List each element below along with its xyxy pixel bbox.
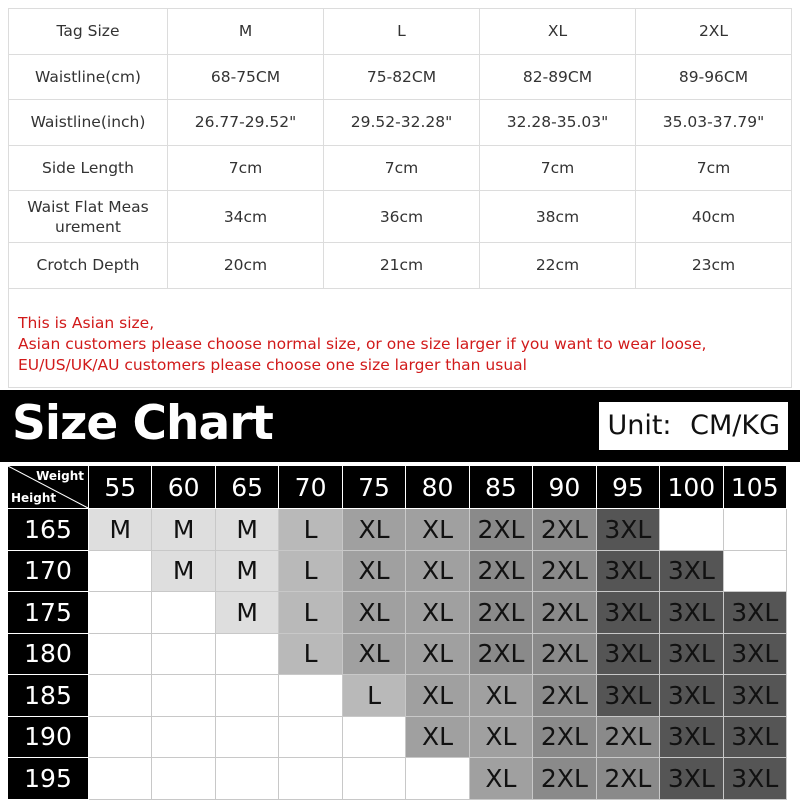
size-cell: 2XL	[469, 509, 532, 551]
size-cell	[279, 758, 342, 800]
size-cell	[152, 675, 215, 717]
measurement-row	[9, 54, 792, 100]
size-cell: M	[215, 509, 278, 551]
height-header-cell: 185	[8, 675, 89, 717]
size-cell: M	[152, 509, 215, 551]
weight-header-cell: 60	[152, 466, 215, 509]
measurement-value-cell: 7cm	[636, 145, 792, 191]
size-cell: 3XL	[723, 592, 786, 634]
size-cell: L	[279, 592, 342, 634]
size-cell: 3XL	[596, 592, 659, 634]
size-cell: M	[89, 509, 152, 551]
size-cell: XL	[406, 675, 469, 717]
size-cell: XL	[469, 716, 532, 758]
measurement-value-cell: 82-89CM	[480, 54, 636, 100]
height-row	[8, 758, 787, 800]
size-cell: 2XL	[533, 675, 596, 717]
size-cell: L	[342, 675, 405, 717]
height-header-cell: 180	[8, 633, 89, 675]
measurement-value-cell: 75-82CM	[324, 54, 480, 100]
size-cell	[215, 675, 278, 717]
measurement-label-cell: Waistline(cm)	[9, 54, 168, 100]
measurement-value-cell: 32.28-35.03"	[480, 100, 636, 146]
size-cell: 3XL	[596, 509, 659, 551]
measurement-value-cell: 36cm	[324, 191, 480, 243]
height-row	[8, 716, 787, 758]
height-row	[8, 675, 787, 717]
size-cell: XL	[342, 550, 405, 592]
height-header-cell: 165	[8, 509, 89, 551]
size-cell: M	[152, 550, 215, 592]
size-cell: 3XL	[596, 633, 659, 675]
size-cell	[723, 550, 786, 592]
weight-header-cell: 95	[596, 466, 659, 509]
unit-label: Unit:	[607, 410, 672, 441]
weight-header-cell: 100	[660, 466, 723, 509]
weight-header-cell: 55	[89, 466, 152, 509]
size-cell	[215, 633, 278, 675]
size-cell: M	[215, 592, 278, 634]
measurement-value-cell: 2XL	[636, 9, 792, 55]
height-header-cell: 195	[8, 758, 89, 800]
height-header-cell: 190	[8, 716, 89, 758]
size-cell	[342, 758, 405, 800]
size-cell: 3XL	[723, 716, 786, 758]
weight-header-cell: 70	[279, 466, 342, 509]
size-cell: L	[279, 550, 342, 592]
size-cell: XL	[406, 509, 469, 551]
size-cell: 3XL	[723, 675, 786, 717]
measurement-label-cell: Tag Size	[9, 9, 168, 55]
size-cell: XL	[406, 716, 469, 758]
measurement-label-cell: Waist Flat Meas urement	[9, 191, 168, 243]
size-cell: 3XL	[596, 550, 659, 592]
note-line: Asian customers please choose normal size, or one size larger if you want to wear loose,	[18, 335, 707, 353]
weight-header-cell: 105	[723, 466, 786, 509]
measurement-value-cell: 34cm	[168, 191, 324, 243]
size-cell	[152, 592, 215, 634]
size-cell: L	[279, 509, 342, 551]
measurement-value-cell: 35.03-37.79"	[636, 100, 792, 146]
measurement-value-cell: 7cm	[168, 145, 324, 191]
measurement-value-cell: 68-75CM	[168, 54, 324, 100]
size-cell: XL	[406, 633, 469, 675]
size-cell	[89, 716, 152, 758]
measurement-value-cell: 22cm	[480, 243, 636, 289]
measurement-row	[9, 243, 792, 289]
size-cell	[279, 716, 342, 758]
measurement-value-cell: 7cm	[480, 145, 636, 191]
size-cell: XL	[342, 633, 405, 675]
measurement-row	[9, 100, 792, 146]
size-cell: 2XL	[533, 758, 596, 800]
size-cell	[89, 633, 152, 675]
size-cell	[215, 758, 278, 800]
height-row	[8, 550, 787, 592]
banner-title: Size Chart	[12, 396, 273, 451]
measurement-row	[9, 191, 792, 243]
size-cell	[342, 716, 405, 758]
measurement-value-cell: 26.77-29.52"	[168, 100, 324, 146]
weight-height-size-grid	[7, 465, 787, 800]
size-chart-banner	[0, 390, 800, 462]
note-line: EU/US/UK/AU customers please choose one size larger than usual	[18, 356, 527, 374]
measurement-value-cell: 23cm	[636, 243, 792, 289]
weight-header-cell: 65	[215, 466, 278, 509]
measurement-label-cell: Side Length	[9, 145, 168, 191]
size-cell: 2XL	[533, 716, 596, 758]
measurement-label-cell: Waistline(inch)	[9, 100, 168, 146]
size-cell: 2XL	[533, 509, 596, 551]
size-cell	[152, 633, 215, 675]
measurement-value-cell: 7cm	[324, 145, 480, 191]
measurement-value-cell: M	[168, 9, 324, 55]
height-header-cell: 175	[8, 592, 89, 634]
size-cell: XL	[406, 592, 469, 634]
measurement-value-cell: 20cm	[168, 243, 324, 289]
measurement-header-row	[9, 9, 792, 55]
measurement-value-cell: 29.52-32.28"	[324, 100, 480, 146]
height-row	[8, 509, 787, 551]
measurement-value-cell: XL	[480, 9, 636, 55]
size-cell	[152, 758, 215, 800]
weight-header-cell: 80	[406, 466, 469, 509]
size-cell	[89, 592, 152, 634]
size-cell: 2XL	[533, 633, 596, 675]
size-cell: XL	[469, 758, 532, 800]
size-cell: 3XL	[660, 716, 723, 758]
size-cell: 2XL	[596, 716, 659, 758]
size-notes	[18, 313, 706, 376]
measurement-value-cell: 38cm	[480, 191, 636, 243]
size-cell: 3XL	[723, 758, 786, 800]
note-line: This is Asian size,	[18, 314, 155, 332]
size-cell: XL	[342, 592, 405, 634]
height-header-cell: 170	[8, 550, 89, 592]
size-cell	[215, 716, 278, 758]
unit-value: CM/KG	[690, 410, 780, 441]
weight-header-cell: 75	[342, 466, 405, 509]
weight-header-cell: 90	[533, 466, 596, 509]
weight-axis-label: Weight	[36, 469, 84, 483]
size-cell: 3XL	[660, 550, 723, 592]
size-cell	[723, 509, 786, 551]
measurement-value-cell: 40cm	[636, 191, 792, 243]
size-cell: XL	[342, 509, 405, 551]
grid-corner-cell	[8, 466, 89, 509]
size-cell: 2XL	[469, 550, 532, 592]
weight-header-cell: 85	[469, 466, 532, 509]
measurement-table-body	[9, 9, 792, 289]
size-cell: 3XL	[723, 633, 786, 675]
size-cell	[406, 758, 469, 800]
measurement-value-cell: 21cm	[324, 243, 480, 289]
size-grid-body	[8, 509, 787, 800]
size-cell: 3XL	[596, 675, 659, 717]
size-cell: 3XL	[660, 592, 723, 634]
notes-panel	[8, 284, 792, 388]
size-cell: 2XL	[469, 633, 532, 675]
size-cell: M	[215, 550, 278, 592]
size-cell: 2XL	[469, 592, 532, 634]
measurement-label-cell: Crotch Depth	[9, 243, 168, 289]
size-cell	[660, 509, 723, 551]
size-cell: L	[279, 633, 342, 675]
size-cell: 2XL	[533, 592, 596, 634]
measurement-value-cell: 89-96CM	[636, 54, 792, 100]
size-cell: 2XL	[596, 758, 659, 800]
measurement-table	[8, 8, 792, 289]
size-cell: 3XL	[660, 675, 723, 717]
size-cell: 3XL	[660, 758, 723, 800]
weight-header-row	[8, 466, 787, 509]
size-cell	[89, 758, 152, 800]
height-row	[8, 592, 787, 634]
measurement-row	[9, 145, 792, 191]
size-cell	[89, 550, 152, 592]
size-cell	[152, 716, 215, 758]
size-cell	[279, 675, 342, 717]
unit-box	[599, 402, 788, 450]
size-cell	[89, 675, 152, 717]
size-cell: 2XL	[533, 550, 596, 592]
size-cell: 3XL	[660, 633, 723, 675]
size-cell: XL	[406, 550, 469, 592]
measurement-value-cell: L	[324, 9, 480, 55]
height-axis-label: Height	[11, 491, 57, 505]
height-row	[8, 633, 787, 675]
size-cell: XL	[469, 675, 532, 717]
